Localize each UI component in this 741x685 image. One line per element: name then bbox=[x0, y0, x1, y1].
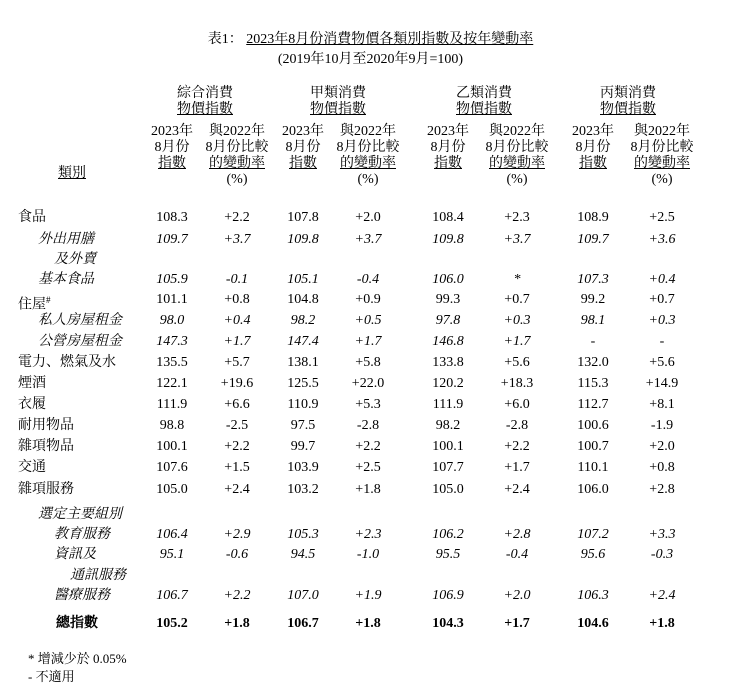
index-value-cell: 103.9 bbox=[287, 460, 319, 475]
index-value-cell: 115.3 bbox=[577, 376, 609, 391]
index-header-line: 2023年 bbox=[572, 124, 614, 139]
index-value-cell: 94.5 bbox=[290, 547, 316, 562]
index-value-cell: 107.6 bbox=[156, 460, 188, 475]
change-rate-cell: -2.5 bbox=[225, 418, 249, 433]
index-value-cell: 109.8 bbox=[287, 232, 319, 247]
change-rate-cell: +3.6 bbox=[648, 232, 676, 247]
change-header-line: 的變動率 bbox=[209, 156, 265, 171]
index-value-cell: 108.4 bbox=[432, 210, 464, 225]
group-header-line2: 物價指數 bbox=[177, 102, 233, 117]
row-label bbox=[38, 332, 122, 352]
row-label bbox=[18, 458, 46, 478]
index-value-cell: 100.6 bbox=[577, 418, 609, 433]
change-header-line: 與2022年 bbox=[209, 124, 265, 139]
row-label-text: 基本食品 bbox=[38, 272, 94, 287]
index-header-line: 8月份 bbox=[430, 140, 466, 155]
change-rate-cell: +2.3 bbox=[504, 210, 530, 225]
change-header-line: 與2022年 bbox=[489, 124, 545, 139]
index-value-cell: 105.9 bbox=[156, 272, 188, 287]
index-value-cell: 97.8 bbox=[435, 313, 461, 328]
change-rate-cell: +8.1 bbox=[649, 397, 675, 412]
index-value-cell: 107.2 bbox=[577, 527, 609, 542]
change-header-line: 8月份比較 bbox=[336, 140, 400, 155]
index-value-cell: 107.8 bbox=[287, 210, 319, 225]
change-rate-cell: +2.0 bbox=[649, 439, 675, 454]
index-header-line: 2023年 bbox=[427, 124, 469, 139]
change-rate-cell: -0.4 bbox=[505, 547, 529, 562]
index-value-cell: 105.0 bbox=[156, 482, 188, 497]
change-rate-cell: -2.8 bbox=[356, 418, 380, 433]
index-value-cell: 95.1 bbox=[159, 547, 185, 562]
index-value-cell: 97.5 bbox=[290, 418, 316, 433]
index-value-cell: 98.2 bbox=[435, 418, 461, 433]
index-value-cell: 104.8 bbox=[287, 292, 319, 307]
index-value-cell: 107.7 bbox=[432, 460, 464, 475]
index-value-cell: 122.1 bbox=[156, 376, 188, 391]
index-value-cell: 100.1 bbox=[156, 439, 188, 454]
change-rate-cell: +0.4 bbox=[223, 313, 251, 328]
index-header-line: 2023年 bbox=[151, 124, 193, 139]
row-label-text: 教育服務 bbox=[54, 527, 110, 542]
index-value-cell: 110.9 bbox=[287, 397, 319, 412]
change-rate-cell: +2.2 bbox=[223, 588, 251, 603]
row-label bbox=[56, 614, 98, 634]
index-header-line: 指數 bbox=[434, 156, 462, 171]
change-rate-cell: -0.3 bbox=[650, 547, 674, 562]
row-label-text: 煙酒 bbox=[18, 376, 46, 391]
index-value-cell: 120.2 bbox=[432, 376, 464, 391]
change-rate-cell: - bbox=[659, 334, 665, 349]
change-rate-cell: +3.3 bbox=[648, 527, 676, 542]
change-rate-cell: +3.7 bbox=[223, 232, 251, 247]
change-rate-cell: +1.7 bbox=[503, 334, 531, 349]
change-rate-cell: +0.9 bbox=[355, 292, 381, 307]
footnote-dash: - 不適用 bbox=[28, 669, 75, 684]
index-value-cell: 106.3 bbox=[577, 588, 609, 603]
row-label-text: 外出用膳 bbox=[38, 232, 94, 247]
row-label bbox=[38, 270, 94, 290]
index-value-cell: - bbox=[590, 334, 596, 349]
group-header-line2: 物價指數 bbox=[600, 102, 656, 117]
index-value-cell: 98.8 bbox=[159, 418, 185, 433]
change-column-header bbox=[612, 124, 712, 188]
index-value-cell: 100.7 bbox=[577, 439, 609, 454]
change-rate-cell: -1.9 bbox=[650, 418, 674, 433]
row-label bbox=[38, 311, 122, 331]
index-value-cell: 133.8 bbox=[432, 355, 464, 370]
change-header-line: (%) bbox=[357, 172, 379, 187]
row-label-text: 私人房屋租金 bbox=[38, 313, 122, 328]
change-rate-cell: +1.7 bbox=[223, 334, 251, 349]
change-header-line: 的變動率 bbox=[634, 156, 690, 171]
row-label-continuation: 通訊服務 bbox=[70, 568, 126, 583]
row-label bbox=[18, 353, 116, 373]
row-label-text: 耐用物品 bbox=[18, 418, 74, 433]
row-label-text: 電力、燃氣及水 bbox=[18, 355, 116, 370]
index-header-line: 2023年 bbox=[282, 124, 324, 139]
row-label bbox=[18, 480, 74, 500]
index-value-cell: 105.3 bbox=[287, 527, 319, 542]
change-rate-cell: +5.6 bbox=[649, 355, 675, 370]
change-rate-cell: +1.7 bbox=[354, 334, 382, 349]
group-header bbox=[414, 86, 554, 118]
change-rate-cell: +2.9 bbox=[223, 527, 251, 542]
change-rate-cell: +5.3 bbox=[355, 397, 381, 412]
index-value-cell: 111.9 bbox=[156, 397, 188, 412]
index-value-cell: 106.2 bbox=[432, 527, 464, 542]
row-label-text: 總指數 bbox=[56, 616, 98, 631]
row-label bbox=[54, 586, 110, 606]
row-label-text: 衣履 bbox=[18, 397, 46, 412]
change-rate-cell: -1.0 bbox=[356, 547, 380, 562]
change-rate-cell: +1.7 bbox=[504, 616, 530, 631]
change-rate-cell: +0.8 bbox=[224, 292, 250, 307]
row-label-continuation: 及外賣 bbox=[54, 252, 96, 267]
change-rate-cell: +2.4 bbox=[648, 588, 676, 603]
table-title bbox=[0, 28, 741, 48]
change-rate-cell: +1.9 bbox=[354, 588, 382, 603]
change-rate-cell: +0.8 bbox=[649, 460, 675, 475]
change-rate-cell: +2.8 bbox=[503, 527, 531, 542]
index-value-cell: 98.0 bbox=[159, 313, 185, 328]
index-header-line: 8月份 bbox=[575, 140, 611, 155]
index-value-cell: 106.0 bbox=[577, 482, 609, 497]
index-value-cell: 108.9 bbox=[577, 210, 609, 225]
index-value-cell: 106.0 bbox=[432, 272, 464, 287]
index-header-line: 指數 bbox=[158, 156, 186, 171]
change-header-line: 與2022年 bbox=[340, 124, 396, 139]
change-rate-cell: +1.5 bbox=[224, 460, 250, 475]
index-header-line: 指數 bbox=[289, 156, 317, 171]
index-value-cell: 104.3 bbox=[432, 616, 464, 631]
index-value-cell: 132.0 bbox=[577, 355, 609, 370]
change-rate-cell: +2.2 bbox=[355, 439, 381, 454]
change-rate-cell: +0.5 bbox=[354, 313, 382, 328]
change-rate-cell: +1.8 bbox=[355, 482, 381, 497]
index-value-cell: 135.5 bbox=[156, 355, 188, 370]
index-value-cell: 98.2 bbox=[290, 313, 316, 328]
row-label-footnote-mark: # bbox=[46, 295, 51, 305]
group-header-line2: 物價指數 bbox=[456, 102, 512, 117]
index-value-cell: 109.8 bbox=[432, 232, 464, 247]
index-value-cell: 105.0 bbox=[432, 482, 464, 497]
change-header-line: 與2022年 bbox=[634, 124, 690, 139]
change-rate-cell: +1.7 bbox=[504, 460, 530, 475]
group-header-line1: 甲類消費 bbox=[310, 86, 366, 101]
change-rate-cell: +19.6 bbox=[220, 376, 254, 391]
row-label bbox=[54, 525, 110, 545]
row-label-text: 資訊及 bbox=[54, 547, 96, 562]
change-header-line: (%) bbox=[651, 172, 673, 187]
index-header-line: 8月份 bbox=[154, 140, 190, 155]
group-header-line1: 乙類消費 bbox=[456, 86, 512, 101]
index-value-cell: 95.5 bbox=[435, 547, 461, 562]
change-rate-cell: -2.8 bbox=[505, 418, 529, 433]
row-label-text: 交通 bbox=[18, 460, 46, 475]
index-value-cell: 103.2 bbox=[287, 482, 319, 497]
change-header-line: 8月份比較 bbox=[485, 140, 549, 155]
row-label-text: 住屋 bbox=[18, 297, 46, 313]
change-rate-cell: +6.0 bbox=[504, 397, 530, 412]
index-value-cell: 104.6 bbox=[577, 616, 609, 631]
change-rate-cell: +2.2 bbox=[504, 439, 530, 454]
category-header: 類別 bbox=[58, 166, 86, 181]
group-header-line1: 丙類消費 bbox=[600, 86, 656, 101]
change-rate-cell: +2.4 bbox=[224, 482, 250, 497]
row-label bbox=[18, 374, 46, 394]
change-rate-cell: +2.4 bbox=[504, 482, 530, 497]
index-value-cell: 98.1 bbox=[580, 313, 606, 328]
change-rate-cell: +0.7 bbox=[504, 292, 530, 307]
footnote-asterisk: * 增減少於 0.05% bbox=[28, 651, 127, 666]
index-value-cell: 107.3 bbox=[577, 272, 609, 287]
group-header bbox=[135, 86, 275, 118]
change-rate-cell: +5.6 bbox=[504, 355, 530, 370]
group-header bbox=[268, 86, 408, 118]
change-rate-cell: -0.1 bbox=[225, 272, 249, 287]
change-header-line: 的變動率 bbox=[489, 156, 545, 171]
change-rate-cell: +5.8 bbox=[355, 355, 381, 370]
row-label bbox=[18, 416, 74, 436]
change-header-line: 8月份比較 bbox=[205, 140, 269, 155]
row-label bbox=[18, 395, 46, 415]
change-rate-cell: +2.2 bbox=[224, 439, 250, 454]
index-value-cell: 112.7 bbox=[577, 397, 609, 412]
change-rate-cell: * bbox=[513, 272, 521, 287]
index-value-cell: 146.8 bbox=[432, 334, 464, 349]
index-value-cell: 147.3 bbox=[156, 334, 188, 349]
index-value-cell: 111.9 bbox=[432, 397, 464, 412]
change-rate-cell: +3.7 bbox=[354, 232, 382, 247]
table-subtitle: (2019年10月至2020年9月=100) bbox=[277, 52, 464, 67]
index-value-cell: 105.1 bbox=[287, 272, 319, 287]
row-label-text: 公營房屋租金 bbox=[38, 334, 122, 349]
row-label-text: 選定主要組別 bbox=[38, 507, 122, 522]
change-rate-cell: +22.0 bbox=[351, 376, 385, 391]
change-rate-cell: +3.7 bbox=[503, 232, 531, 247]
index-value-cell: 106.4 bbox=[156, 527, 188, 542]
group-header bbox=[558, 86, 698, 118]
row-label-text: 食品 bbox=[18, 210, 46, 225]
change-column-header bbox=[318, 124, 418, 188]
row-label bbox=[38, 230, 94, 250]
index-header-line: 指數 bbox=[579, 156, 607, 171]
row-label-text: 醫療服務 bbox=[54, 588, 110, 603]
change-rate-cell: +1.8 bbox=[649, 616, 675, 631]
index-value-cell: 99.7 bbox=[290, 439, 316, 454]
index-value-cell: 107.0 bbox=[287, 588, 319, 603]
row-label bbox=[54, 545, 96, 565]
row-label bbox=[38, 505, 122, 525]
change-rate-cell: +0.3 bbox=[503, 313, 531, 328]
change-rate-cell: +0.4 bbox=[648, 272, 676, 287]
change-rate-cell: +0.7 bbox=[649, 292, 675, 307]
index-value-cell: 106.7 bbox=[156, 588, 188, 603]
group-header-line2: 物價指數 bbox=[310, 102, 366, 117]
change-rate-cell: -0.4 bbox=[356, 272, 380, 287]
index-value-cell: 95.6 bbox=[580, 547, 606, 562]
index-value-cell: 108.3 bbox=[156, 210, 188, 225]
index-value-cell: 100.1 bbox=[432, 439, 464, 454]
change-column-header bbox=[467, 124, 567, 188]
change-rate-cell: +14.9 bbox=[645, 376, 679, 391]
change-rate-cell: +2.0 bbox=[503, 588, 531, 603]
index-value-cell: 109.7 bbox=[577, 232, 609, 247]
row-label-text: 雜項服務 bbox=[18, 482, 74, 497]
change-rate-cell: +2.5 bbox=[649, 210, 675, 225]
change-rate-cell: +2.5 bbox=[355, 460, 381, 475]
group-header-line1: 綜合消費 bbox=[177, 86, 233, 101]
index-value-cell: 106.7 bbox=[287, 616, 319, 631]
index-value-cell: 105.2 bbox=[156, 616, 188, 631]
change-rate-cell: +2.0 bbox=[355, 210, 381, 225]
index-value-cell: 99.2 bbox=[580, 292, 606, 307]
index-value-cell: 109.7 bbox=[156, 232, 188, 247]
change-rate-cell: +18.3 bbox=[500, 376, 534, 391]
change-rate-cell: +5.7 bbox=[224, 355, 250, 370]
change-rate-cell: +1.8 bbox=[355, 616, 381, 631]
change-header-line: (%) bbox=[226, 172, 248, 187]
index-value-cell: 99.3 bbox=[435, 292, 461, 307]
change-rate-cell: +6.6 bbox=[224, 397, 250, 412]
change-header-line: (%) bbox=[506, 172, 528, 187]
index-value-cell: 125.5 bbox=[287, 376, 319, 391]
index-header-line: 8月份 bbox=[285, 140, 321, 155]
index-value-cell: 106.9 bbox=[432, 588, 464, 603]
change-rate-cell: +2.3 bbox=[354, 527, 382, 542]
change-rate-cell: +0.3 bbox=[648, 313, 676, 328]
table-title-prefix: 表1： bbox=[207, 32, 243, 47]
row-label bbox=[18, 437, 74, 457]
change-rate-cell: -0.6 bbox=[225, 547, 249, 562]
index-value-cell: 101.1 bbox=[156, 292, 188, 307]
table-title-text: 2023年8月份消費物價各類別指數及按年變動率 bbox=[246, 32, 534, 47]
change-header-line: 8月份比較 bbox=[630, 140, 694, 155]
row-label-text: 雜項物品 bbox=[18, 439, 74, 454]
change-rate-cell: +2.2 bbox=[224, 210, 250, 225]
index-value-cell: 138.1 bbox=[287, 355, 319, 370]
change-rate-cell: +2.8 bbox=[649, 482, 675, 497]
change-rate-cell: +1.8 bbox=[224, 616, 250, 631]
row-label bbox=[18, 208, 46, 228]
index-value-cell: 147.4 bbox=[287, 334, 319, 349]
index-value-cell: 110.1 bbox=[577, 460, 609, 475]
change-header-line: 的變動率 bbox=[340, 156, 396, 171]
